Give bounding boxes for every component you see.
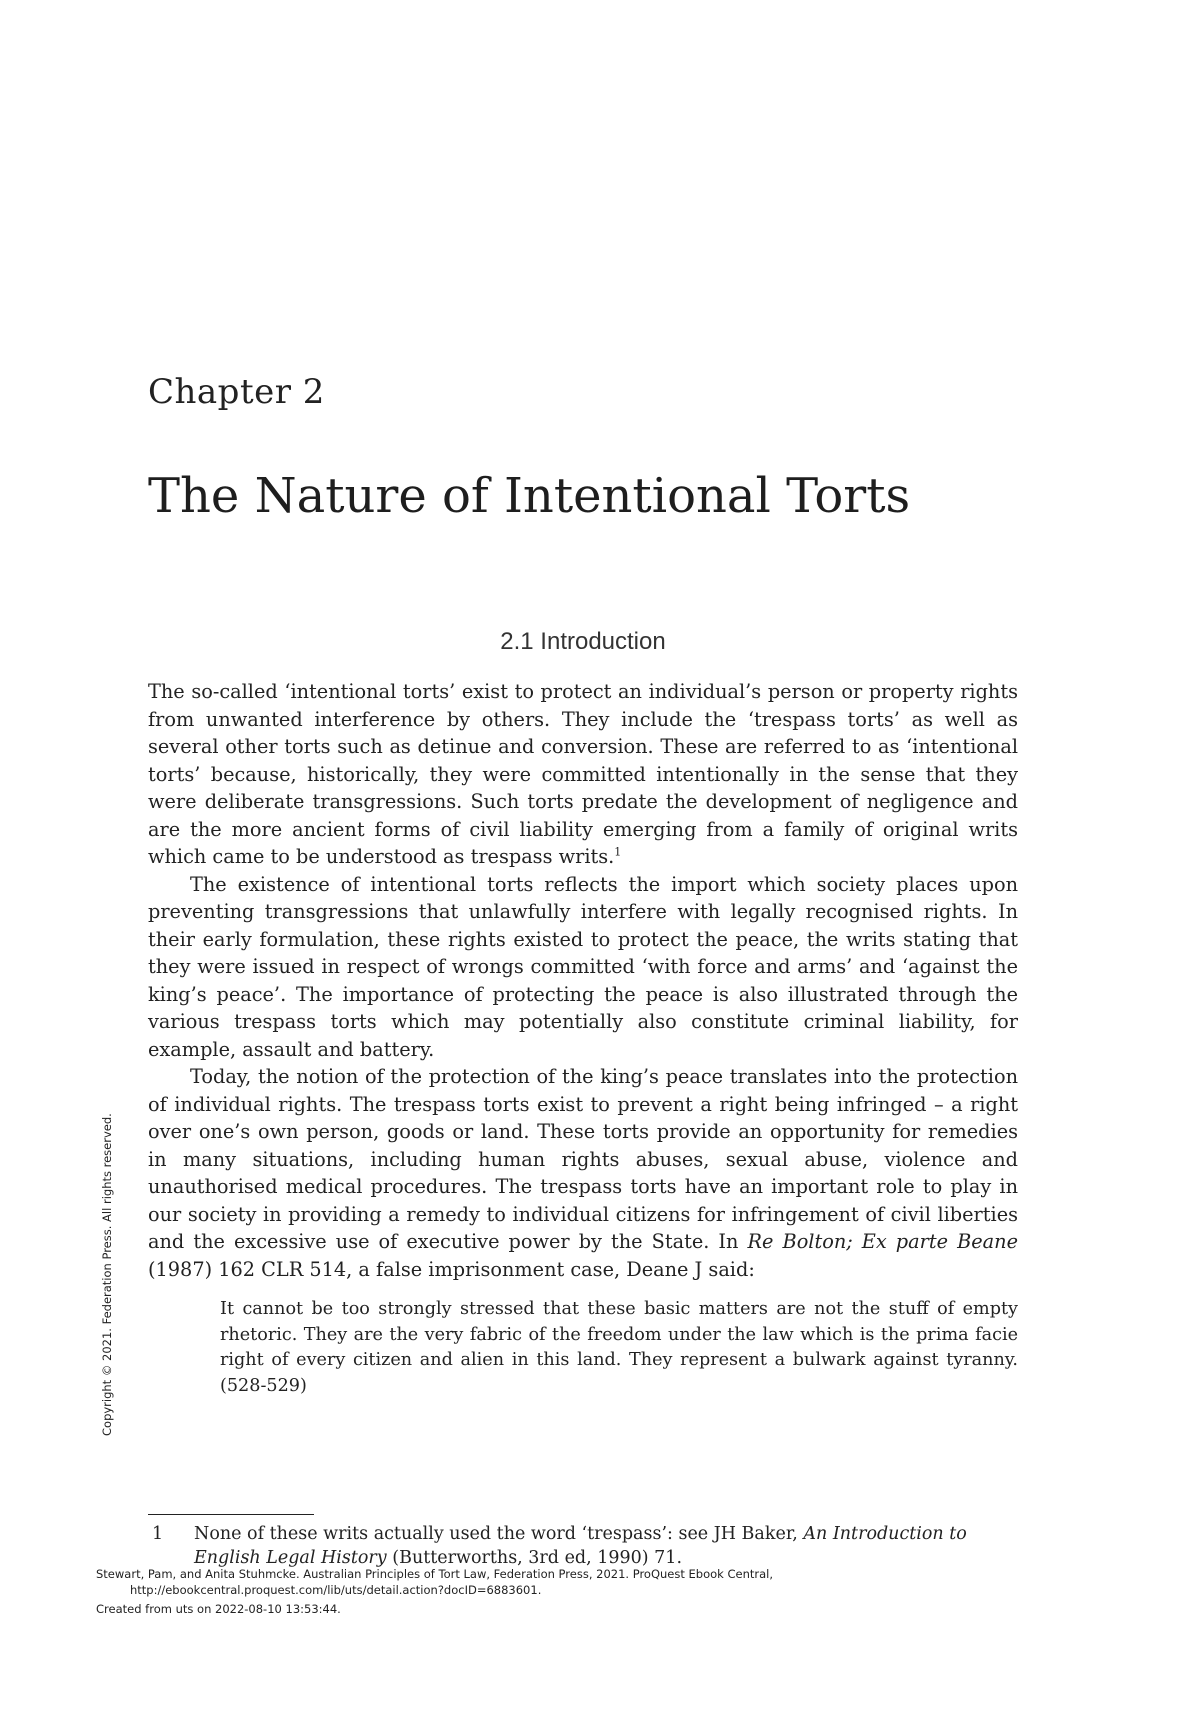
- section-heading: 2.1 Introduction: [500, 628, 666, 655]
- body-text: [148, 678, 1018, 1399]
- footnote-number: 1: [152, 1524, 164, 1544]
- paragraph-3-end: (1987) 162 CLR 514, a false imprisonment case, Deane J said:: [148, 1257, 755, 1281]
- footnote-text-start: None of these writs actually used the word ‘trespass’: see JH Baker,: [194, 1524, 804, 1544]
- footnote-book-title: An Introduction to English Legal History: [194, 1524, 967, 1568]
- citation: [96, 1566, 1076, 1598]
- footnote-divider: [148, 1514, 314, 1515]
- case-name: Re Bolton; Ex parte Beane: [747, 1230, 1018, 1253]
- paragraph-3: [148, 1063, 1018, 1283]
- paragraph-2: The existence of intentional torts reflects the import which society places upon preventing transgressions that unlawfully interfere with legally recognised rights. In their early formulation, these rights existed to protect the peace, the writs stating that they were issued in respect of wrongs committed ‘with force and arms’ and ‘against the king’s peace’. The importance of protecting the peace is also illustrated through the various trespass torts which may potentially also constitute criminal liability, for example, assault and battery.: [148, 872, 1018, 1061]
- footnote: [148, 1522, 1018, 1570]
- paragraph-1: [148, 678, 1018, 871]
- chapter-label: Chapter 2: [148, 372, 325, 412]
- citation-line-1: Stewart, Pam, and Anita Stuhmcke. Australian Principles of Tort Law, Federation Press, 2021. ProQuest Ebook Central,: [96, 1567, 774, 1581]
- paragraph-3-text: Today, the notion of the protection of the king’s peace translates into the protection of individual rights. The trespass torts exist to prevent a right being infringed – a right over one’s own person, goods or land. These torts provide an opportunity for remedies in many situations, including human rights abuses, sexual abuse, violence and unauthorised medical procedures. The trespass torts have an important role to play in our society in providing a remedy to individual citizens for infringement of civil liberties and the excessive use of executive power by the State. In: [148, 1065, 1018, 1253]
- copyright-notice: Copyright © 2021. Federation Press. All rights reserved.: [100, 1113, 114, 1436]
- footnote-text-end: (Butterworths, 3rd ed, 1990) 71.: [386, 1548, 683, 1568]
- created-timestamp: Created from uts on 2022-08-10 13:53:44.: [96, 1602, 341, 1616]
- paragraph-1-text: The so-called ‘intentional torts’ exist to protect an individual’s person or property rights from unwanted interference by others. They include the ‘trespass torts’ as well as several other torts such as detinue and conversion. These are referred to as ‘intentional torts’ because, historically, they were committed intentionally in the sense that they were deliberate transgressions. Such torts predate the development of negligence and are the more ancient forms of civil liability emerging from a family of original writs which came to be understood as trespass writs.: [148, 680, 1018, 868]
- citation-url[interactable]: http://ebookcentral.proquest.com/lib/uts/detail.action?docID=6883601.: [130, 1583, 542, 1597]
- chapter-title: The Nature of Intentional Torts: [148, 468, 911, 524]
- footnote-ref: 1: [614, 845, 622, 859]
- footnote-text: [194, 1522, 1018, 1570]
- block-quote: It cannot be too strongly stressed that these basic matters are not the stuff of empty rhetoric. They are the very fabric of the freedom under the law which is the prima facie right of every citizen and alien in this land. They represent a bulwark against tyranny. (528-529): [220, 1299, 1018, 1396]
